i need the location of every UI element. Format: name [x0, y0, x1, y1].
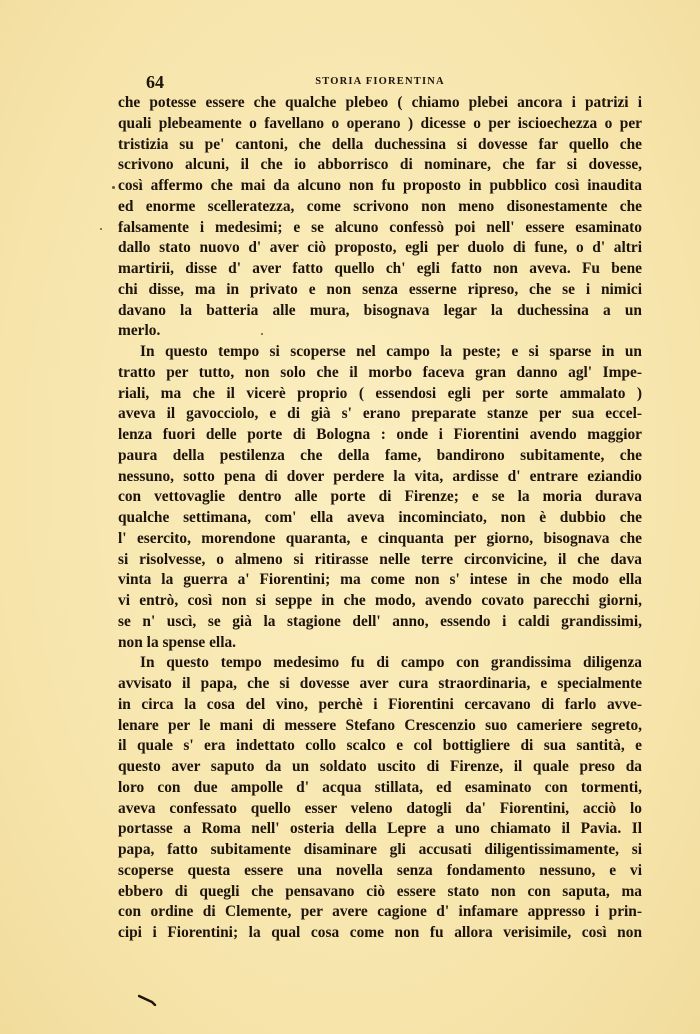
text-line: avvisato il papa, che si dovesse aver cura straordinaria, e specialmente [118, 675, 642, 692]
text-line: loro con due ampolle d' acqua stillata, ed esaminato con tormenti, [118, 778, 642, 796]
text-line: portasse a Roma nell' osteria della Lepre a uno chiamato il Pavia. Il [118, 820, 642, 838]
text-line: ed enorme scelleratezza, come scrivono non meno disonestamente che [118, 197, 642, 215]
text-line: falsamente i medesimi; e se alcuno confessò poi nell' essere esaminato [118, 218, 642, 236]
text-line: chi disse, ma in privato e non senza esserne ripreso, che se i nimici [118, 280, 642, 298]
running-title: STORIA FIORENTINA [315, 76, 445, 87]
text-line: davano la batteria alle mura, bisognava legar la duchessina a un [118, 301, 642, 319]
text-line: tratto per tutto, non solo che il morbo faceva gran danno agl' Impe- [118, 363, 642, 381]
text-line: qualche settimana, com' ella aveva incominciato, non è dubbio che [118, 509, 642, 526]
text-line: lenza fuori delle porte di Bologna : onde i Fiorentini avendo maggior [118, 426, 642, 443]
text-line: vinta la guerra a' Fiorentini; ma come non s' intese in che modo ella [118, 571, 642, 589]
text-line: con vettovaglie dentro alle porte di Firenze; e se la moria durava [118, 488, 642, 506]
text-line: si risolvesse, o almeno si ritirasse nelle terre circonvicine, il che dava [118, 550, 642, 568]
text-line: che potesse essere che qualche plebeo ( chiamo plebei ancora i patrizi i [118, 94, 642, 111]
paragraph-1 [118, 93, 642, 342]
text-line: cipi i Fiorentini; la qual cosa come non fu allora verisimile, così non [118, 924, 642, 941]
text-line: vi entrò, così non si seppe in che modo, avendo covato parecchi giorni, [118, 592, 642, 609]
text-line: riali, ma che il vicerè proprio ( essendosi egli per sorte ammalato ) [118, 384, 642, 402]
text-line: in circa la cosa del vino, perchè i Fiorentini cercavano di farlo avve- [118, 695, 642, 713]
text-line: con ordine di Clemente, per avere cagione d' infamare appresso i prin- [118, 903, 642, 921]
text-line: dallo stato nuovo d' aver ciò proposto, egli per duolo di fune, o d' altri [118, 239, 642, 257]
text-line: non la spense ella. [118, 633, 237, 651]
text-line: paura della pestilenza che della fame, bandirono subitamente, che [118, 446, 642, 464]
ink-speck [100, 228, 102, 230]
text-line: scrivono alcuni, il che io abborrisco di nominare, che far si dovesse, [118, 156, 642, 174]
paragraph-2 [118, 342, 642, 653]
text-line: In questo tempo medesimo fu di campo con grandissima diligenza [140, 654, 642, 672]
text-line: papa, fatto subitamente disaminare gli accusati diligentissimamente, si [118, 841, 642, 858]
text-line: nessuno, sotto pena di dover perdere la vita, ardisse d' entrare eziandio [118, 467, 642, 485]
text-line: aveva il gavocciolo, e di già s' erano preparate stanze per sua eccel- [118, 405, 642, 423]
text-line: se n' uscì, se già la stagione dell' anno, essendo i caldi grandissimi, [118, 612, 642, 630]
text-line: tristizia su pe' cantoni, che della duchessina si dovesse far quello che [118, 135, 642, 153]
text-line: merlo. [118, 322, 161, 340]
paragraph-3 [118, 653, 642, 944]
text-line: ebbero di quegli che pensavano ciò essere stato non con saputa, ma [118, 882, 642, 900]
text-line: lenare per le mani di messere Stefano Crescenzio suo cameriere segreto, [118, 716, 642, 734]
text-line: così affermo che mai da alcuno non fu proposto in pubblico così inaudita [118, 177, 642, 194]
text-line: il quale s' era indettato collo scalco e col bottigliere di sua santità, e [118, 737, 642, 755]
text-line: l' esercito, morendone quaranta, e cinquanta per giorno, bisognava che [118, 529, 642, 547]
text-line: aveva confessato quello esser veleno datogli da' Fiorentini, acciò lo [118, 799, 642, 817]
body-text [118, 93, 642, 944]
page-number: 64 [146, 72, 164, 92]
text-line: quali plebeamente o favellano o operano ) dicesse o per iscioechezza o per [118, 114, 642, 132]
ink-speck [112, 186, 115, 189]
text-line: In questo tempo si scoperse nel campo la peste; e si sparse in un [140, 343, 642, 360]
text-line: martirii, disse d' aver fatto quello ch' egli fatto non aveva. Fu bene [118, 260, 642, 277]
ink-stroke-mark [138, 994, 158, 1006]
text-line: questo aver saputo da un soldato uscito di Firenze, il quale preso da [118, 758, 642, 775]
text-line: scoperse questa essere una novella senza fondamento nessuno, e vi [118, 861, 642, 879]
running-head [118, 70, 642, 94]
ink-speck [261, 333, 263, 335]
